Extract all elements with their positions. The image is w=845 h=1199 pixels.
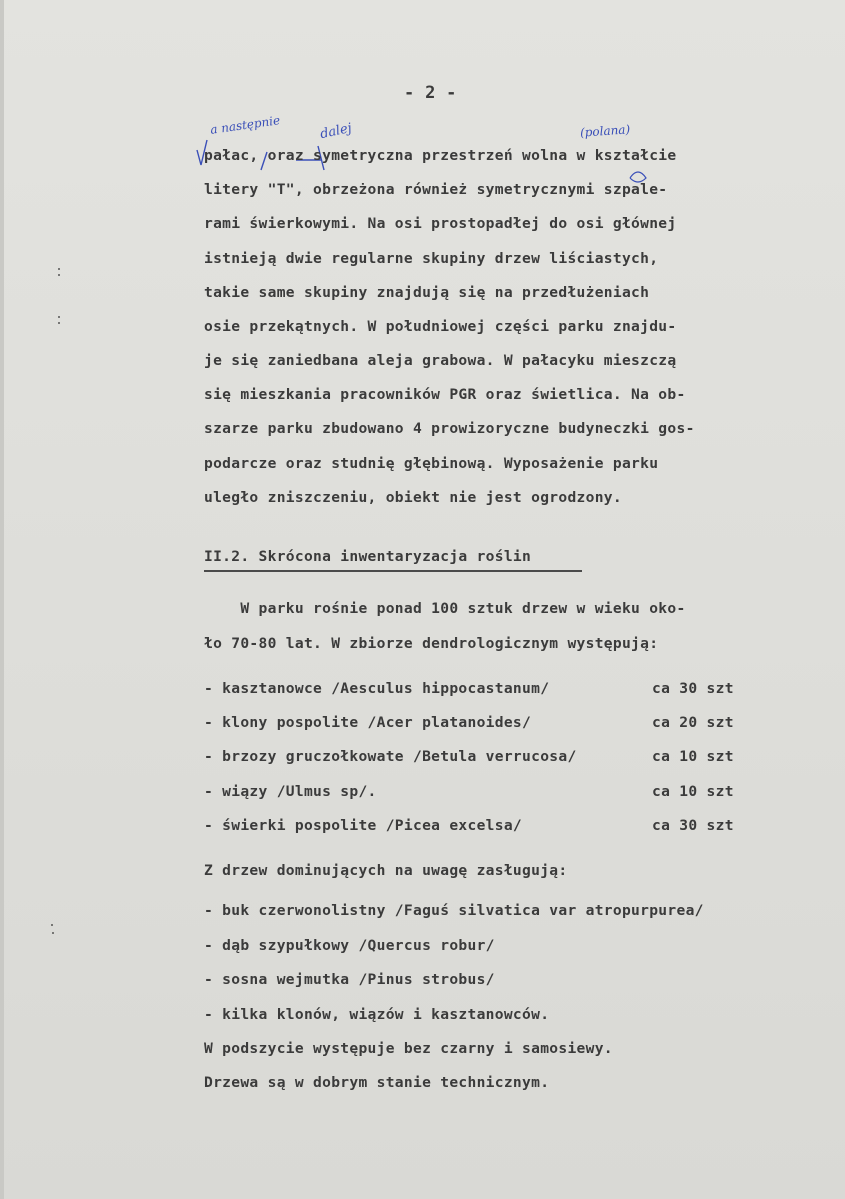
paragraph1-line-6: osie przekątnych. W południowej części parku znajdu- [204, 318, 677, 335]
section-heading-underline [204, 570, 582, 572]
dominant-item-3: - sosna wejmutka /Pinus strobus/ [204, 971, 495, 988]
species-name-2: - klony pospolite /Acer platanoides/ [204, 714, 532, 731]
page-number: - 2 - [404, 83, 457, 103]
paragraph1-line-2: litery "T", obrzeżona również symetrycznymi szpale- [204, 181, 668, 198]
margin-mark [58, 322, 60, 324]
margin-mark [51, 924, 53, 926]
paragraph2-line-2: ło 70-80 lat. W zbiorze dendrologicznym występują: [204, 635, 659, 652]
species-qty-3: ca 10 szt [652, 748, 734, 765]
paragraph1-line-11: uległo zniszczeniu, obiekt nie jest ogrodzony. [204, 489, 622, 506]
margin-mark [58, 268, 60, 270]
paragraph1-line-9: szarze parku zbudowano 4 prowizoryczne budyneczki gos- [204, 420, 695, 437]
paragraph1-line-8: się mieszkania pracowników PGR oraz świetlica. Na ob- [204, 386, 686, 403]
closing-line-2: Drzewa są w dobrym stanie technicznym. [204, 1074, 550, 1091]
species-qty-4: ca 10 szt [652, 783, 734, 800]
paragraph1-line-5: takie same skupiny znajdują się na przedłużeniach [204, 284, 650, 301]
paragraph2-line-1: W parku rośnie ponad 100 sztuk drzew w wieku oko- [204, 600, 686, 617]
paragraph1-line-7: je się zaniedbana aleja grabowa. W pałacyku mieszczą [204, 352, 677, 369]
margin-mark [58, 274, 60, 276]
species-qty-2: ca 20 szt [652, 714, 734, 731]
paragraph1-line-1: pałac, oraz symetryczna przestrzeń wolna w kształcie [204, 147, 677, 164]
section-heading: II.2. Skrócona inwentaryzacja roślin [204, 548, 532, 565]
species-name-3: - brzozy gruczołkowate /Betula verrucosa/ [204, 748, 577, 765]
margin-mark [58, 316, 60, 318]
species-name-5: - świerki pospolite /Picea excelsa/ [204, 817, 523, 834]
closing-line-1: W podszycie występuje bez czarny i samosiewy. [204, 1040, 613, 1057]
paragraph1-line-4: istnieją dwie regularne skupiny drzew liściastych, [204, 250, 659, 267]
species-name-4: - wiązy /Ulmus sp/. [204, 783, 377, 800]
dominant-item-2: - dąb szypułkowy /Quercus robur/ [204, 937, 495, 954]
margin-mark [52, 932, 54, 934]
handwritten-note-dalej: dalej [318, 120, 354, 143]
paragraph1-line-10: podarcze oraz studnię głębinową. Wyposażenie parku [204, 455, 659, 472]
dominant-intro: Z drzew dominujących na uwagę zasługują: [204, 862, 568, 879]
handwritten-note-polana: (polana) [579, 122, 631, 140]
paragraph1-line-3: rami świerkowymi. Na osi prostopadłej do osi głównej [204, 215, 677, 232]
species-name-1: - kasztanowce /Aesculus hippocastanum/ [204, 680, 550, 697]
dominant-item-4: - kilka klonów, wiązów i kasztanowców. [204, 1006, 550, 1023]
dominant-item-1: - buk czerwonolistny /Faguś silvatica var atropurpurea/ [204, 902, 704, 919]
handwritten-note-anastepnie: a następnie [209, 113, 281, 137]
species-qty-5: ca 30 szt [652, 817, 734, 834]
species-qty-1: ca 30 szt [652, 680, 734, 697]
